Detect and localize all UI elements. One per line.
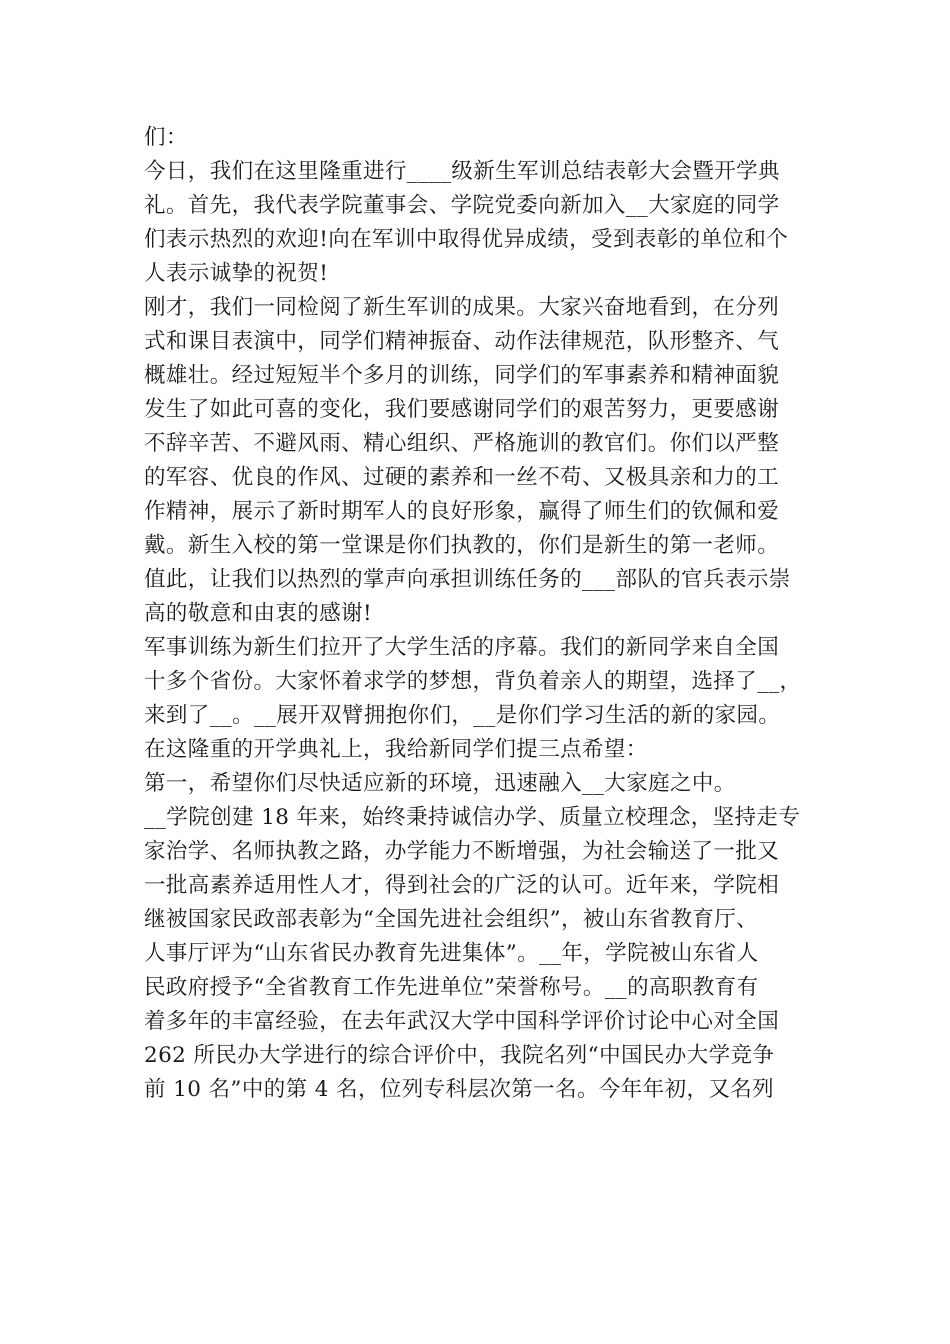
text-line: 不辞辛苦、不避风雨、精心组织、严格施训的教官们。你们以严整 bbox=[144, 431, 780, 456]
text-line: 刚才，我们一同检阅了新生军训的成果。大家兴奋地看到，在分列 bbox=[144, 295, 780, 320]
text-line: 人表示诚挚的祝贺! bbox=[144, 261, 329, 286]
text-line: 继被国家民政部表彰为“全国先进社会组织”，被山东省教育厅、 bbox=[144, 907, 759, 932]
text-line: 们表示热烈的欢迎!向在军训中取得优异成绩，受到表彰的单位和个 bbox=[144, 227, 789, 252]
text-line: 概雄壮。经过短短半个多月的训练，同学们的军事素养和精神面貌 bbox=[144, 363, 780, 388]
text-line: 值此，让我们以热烈的掌声向承担训练任务的___部队的官兵表示崇 bbox=[144, 567, 791, 592]
text-line: 礼。首先，我代表学院董事会、学院党委向新加入__大家庭的同学 bbox=[144, 193, 780, 218]
text-line: 人事厅评为“山东省民办教育先进集体”。__年，学院被山东省人 bbox=[144, 941, 759, 966]
text-line: 民政府授予“全省教育工作先进单位”荣誉称号。__的高职教育有 bbox=[144, 975, 759, 1000]
text-line: 在这隆重的开学典礼上，我给新同学们提三点希望： bbox=[144, 737, 648, 762]
text-line: 家治学、名师执教之路，办学能力不断增强，为社会输送了一批又 bbox=[144, 839, 780, 864]
text-line: 的军容、优良的作风、过硬的素养和一丝不苟、又极具亲和力的工 bbox=[144, 465, 780, 490]
body-text bbox=[144, 121, 814, 1107]
text-line: 式和课目表演中，同学们精神振奋、动作法律规范，队形整齐、气 bbox=[144, 329, 780, 354]
text-line: 高的敬意和由衷的感谢! bbox=[144, 601, 373, 626]
text-line: 戴。新生入校的第一堂课是你们执教的，你们是新生的第一老师。 bbox=[144, 533, 780, 558]
text-line: 前 10 名”中的第 4 名，位列专科层次第一名。今年年初，又名列 bbox=[144, 1077, 775, 1102]
text-line: 军事训练为新生们拉开了大学生活的序幕。我们的新同学来自全国 bbox=[144, 635, 780, 660]
text-line: 今日，我们在这里隆重进行____级新生军训总结表彰大会暨开学典 bbox=[144, 159, 780, 184]
text-line: 发生了如此可喜的变化，我们要感谢同学们的艰苦努力，更要感谢 bbox=[144, 397, 780, 422]
text-line: 第一，希望你们尽快适应新的环境，迅速融入__大家庭之中。 bbox=[144, 771, 736, 796]
text-line: 们： bbox=[144, 125, 188, 150]
text-line: 着多年的丰富经验，在去年武汉大学中国科学评价讨论中心对全国 bbox=[144, 1009, 780, 1034]
text-line: 作精神，展示了新时期军人的良好形象，赢得了师生们的钦佩和爱 bbox=[144, 499, 780, 524]
text-line: 一批高素养适用性人才，得到社会的广泛的认可。近年来，学院相 bbox=[144, 873, 780, 898]
text-line: 262 所民办大学进行的综合评价中，我院名列“中国民办大学竞争 bbox=[144, 1043, 775, 1068]
text-line: 来到了__。__展开双臂拥抱你们，__是你们学习生活的新的家园。 bbox=[144, 703, 781, 728]
text-line: __学院创建 18 年来，始终秉持诚信办学、质量立校理念，坚持走专 bbox=[144, 805, 801, 830]
text-line: 十多个省份。大家怀着求学的梦想，背负着亲人的期望，选择了__， bbox=[144, 669, 802, 694]
